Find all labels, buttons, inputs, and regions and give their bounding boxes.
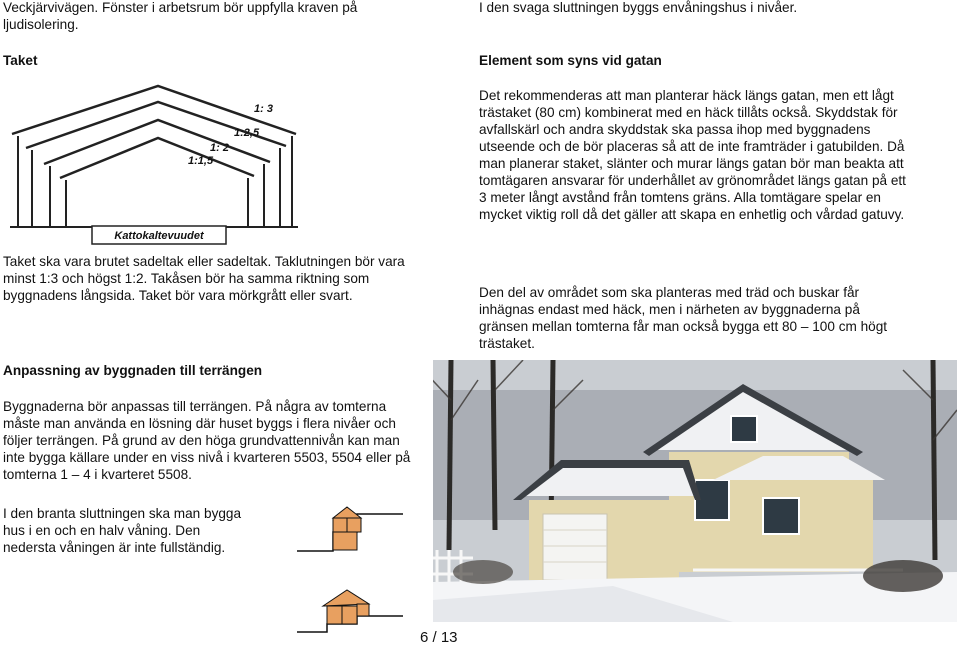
terrain-paragraph-2: I den branta sluttningen ska man bygga hus i en och en halv våning. Den nedersta våningen är inte fullständig. [3,506,242,555]
page-number: 6 / 13 [420,629,458,646]
slope-label-1-2-5: 1:2,5 [234,127,260,139]
slope-label-1-3: 1: 3 [254,103,273,115]
roof-slope-diagram [0,76,300,248]
intro-paragraph: Veckjärvivägen. Fönster i arbetsrum bör uppfylla kraven på ljudisolering. [3,0,358,32]
slope-label-1-1-5: 1:1,5 [188,155,214,167]
house-photo [433,360,957,622]
street-elements-heading: Element som syns vid gatan [479,53,662,68]
split-level-sketch-steep [297,504,403,552]
roof-heading: Taket [3,53,38,68]
roof-figure-caption: Kattokaltevuudet [114,230,204,242]
roof-paragraph: Taket ska vara brutet sadeltak eller sadeltak. Taklutningen bör vara minst 1:3 och högst 1:2. Takåsen bör ha samma riktning som byggnadens långsida. Taket bör vara mörkgrått eller svart. [3,254,405,303]
right-intro-paragraph: I den svaga sluttningen byggs envåningshus i nivåer. [479,0,798,15]
terrain-heading: Anpassning av byggnaden till terrängen [3,363,263,378]
split-level-sketch-gentle [297,588,403,634]
terrain-paragraph-1: Byggnaderna bör anpassas till terrängen. På några av tomterna måste man använda en lösning där huset byggs i flera nivåer och följer terrängen. På grund av den höga grundvattennivån kan man inte bygga källare under en viss nivå i kvarteren 5503, 5504 eller på tomterna 1 – 4 i kvarteret 5508. [3,399,411,482]
slope-label-1-2: 1: 2 [210,142,229,154]
street-paragraph-2: Den del av området som ska planteras med träd och buskar får inhägnas endast med häck, men i närheten av byggnaderna på gränsen mellan tomterna får man också bygga ett 80 – 100 cm högt trästaket. [479,285,888,351]
street-paragraph-1: Det rekommenderas att man planterar häck längs gatan, men ett lågt trästaket (80 cm) kombinerat med en häck tillåts också. Skyddstak för avfallskärl och andra skyddstak ska passa ihop med byggnadens utseende och de bör placeras så att de inte framträder i gatubilden. Då man planerar staket, slänter och murar längs gatan bör man beakta att tomtägaren ansvarar för underhållet av grönområdet längs gatan på ett 3 meter långt avstånd från tomtens gräns. Alla tomtägare spelar en mycket viktig roll då det gäller att skapa en enhetlig och vårdad gatuvy. [479,88,906,222]
